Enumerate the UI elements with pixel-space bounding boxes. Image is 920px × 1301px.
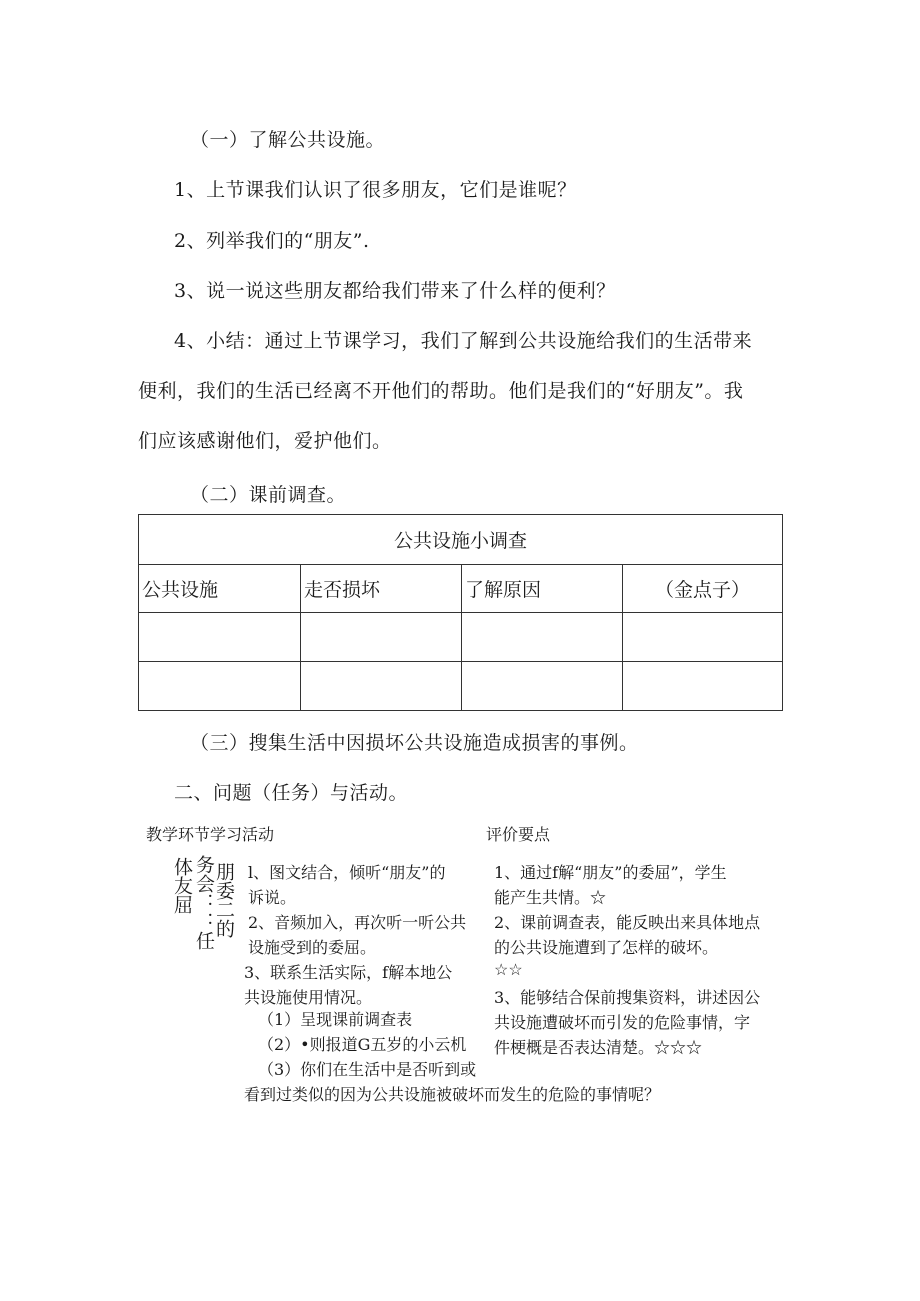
- survey-table: [138, 514, 783, 711]
- table-row: [139, 662, 783, 711]
- evaluation-line-4: 的公共设施遭到了怎样的破坏。: [494, 938, 719, 957]
- closing-line: 看到过类似的因为公共设施被破坏而发生的危险的事情呢？: [244, 1085, 661, 1104]
- activity-line-7: （1）呈现课前调查表: [258, 1010, 413, 1029]
- header-damaged: 走否损坏: [301, 565, 462, 613]
- evaluation-line-1: 1、通过f解“朋友”的委屈”，学生: [494, 863, 727, 882]
- section-one-item-2: 2、列举我们的“朋友”.: [174, 230, 370, 252]
- vertical-label-4: 朋委二的: [213, 862, 235, 938]
- evaluation-line-6: 3、能够结合保前搜集资料，讲述因公: [494, 988, 761, 1007]
- table-cell: [301, 613, 462, 662]
- activity-line-8: （2）•则报道G五岁的小云机: [258, 1035, 467, 1054]
- evaluation-line-5: ☆☆: [494, 960, 523, 979]
- header-facility: 公共设施: [139, 565, 301, 613]
- summary-line-3: 们应该感谢他们，爱护他们。: [138, 430, 392, 452]
- summary-line-2: 便利，我们的生活已经离不开他们的帮助。他们是我们的“好朋友”。我: [138, 380, 744, 402]
- evaluation-line-2: 能产生共情。☆: [494, 888, 607, 907]
- evaluation-line-7: 共设施遭破坏而引发的危险事情，字: [494, 1013, 751, 1032]
- section-three-heading: （三）搜集生活中因损坏公共设施造成损害的事例。: [190, 732, 639, 754]
- activity-line-9: （3）你们在生活中是否听到或: [258, 1060, 477, 1079]
- table-cell: [623, 662, 783, 711]
- survey-title: 公共设施小调查: [139, 515, 783, 565]
- table-cell: [139, 613, 301, 662]
- section-one-item-1: 1、上节课我们认识了很多朋友，它们是谁呢？: [174, 179, 577, 201]
- section-two-heading: （二）课前调查。: [190, 484, 347, 506]
- activity-line-5: 3、联系生活实际，f解本地公: [244, 963, 453, 982]
- part-two-heading: 二、问题（任务）与活动。: [174, 782, 409, 804]
- summary-line-1: 4、小结：通过上节课学习，我们了解到公共设施给我们的生活带来: [174, 330, 753, 352]
- table-cell: [623, 613, 783, 662]
- activity-line-6: 共设施使用情况。: [244, 988, 373, 1007]
- column-label-activities: 教学环节学习活动: [146, 825, 275, 844]
- header-ideas: （金点子）: [623, 565, 783, 613]
- activity-line-2: 诉说。: [248, 888, 297, 907]
- activity-line-3: 2、音频加入，再次听一听公共: [248, 913, 467, 932]
- vertical-label-1: 体友屈: [171, 857, 193, 914]
- survey-header-row: [139, 565, 783, 613]
- survey-title-row: [139, 515, 783, 565]
- section-one-heading: （一）了解公共设施。: [190, 129, 386, 151]
- header-reason: 了解原因: [462, 565, 623, 613]
- activity-line-1: l、图文结合，倾听“朋友”的: [248, 863, 446, 882]
- table-cell: [139, 662, 301, 711]
- table-row: [139, 613, 783, 662]
- evaluation-line-8: 件梗概是否表达清楚。☆☆☆: [494, 1038, 703, 1057]
- table-cell: [301, 662, 462, 711]
- activity-line-4: 设施受到的委屈。: [248, 938, 377, 957]
- section-one-item-3: 3、说一说这些朋友都给我们带来了什么样的便利？: [174, 280, 616, 302]
- vertical-label-3: ：任: [193, 912, 215, 950]
- column-label-evaluation: 评价要点: [486, 825, 551, 844]
- vertical-label-2: 务会：: [193, 855, 215, 912]
- table-cell: [462, 613, 623, 662]
- evaluation-line-3: 2、课前调查表，能反映出来具体地点: [494, 913, 761, 932]
- table-cell: [462, 662, 623, 711]
